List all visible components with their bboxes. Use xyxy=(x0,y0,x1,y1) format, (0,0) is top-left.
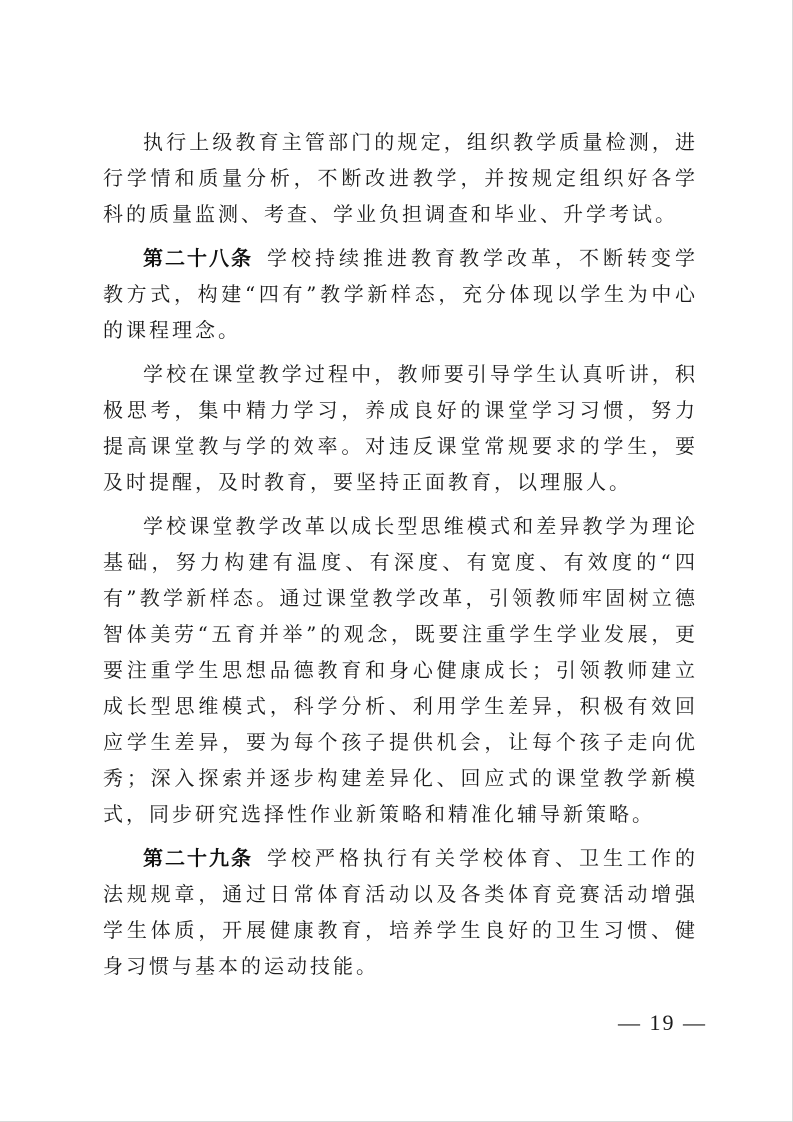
paragraph-text: 学校在课堂教学过程中，教师要引导学生认真听讲，积极思考，集中精力学习，养成良好的课堂学习习惯，努力提高课堂教与学的效率。对违反课堂常规要求的学生，要及时提醒，及时教育，要坚持正面教育，以理服人。 xyxy=(103,362,698,494)
page-number: — 19 — xyxy=(618,1010,707,1035)
paragraph-text: 执行上级教育主管部门的规定，组织教学质量检测，进行学情和质量分析，不断改进教学，并按规定组织好各学科的质量监测、考查、学业负担调查和毕业、升学考试。 xyxy=(103,130,698,226)
paragraph-text: 学校持续推进教育教学改革，不断转变学教方式，构建“四有”教学新样态，充分体现以学生为中心的课程理念。 xyxy=(103,246,698,342)
article-number: 第二十八条 xyxy=(143,246,253,270)
paragraph-classroom-conduct xyxy=(103,356,698,500)
paragraph-article-28 xyxy=(103,240,698,348)
paragraph-text: 学校课堂教学改革以成长型思维模式和差异教学为理论基础，努力构建有温度、有深度、有宽度、有效度的“四有”教学新样态。通过课堂教学改革，引领教师牢固树立德智体美劳“五育并举”的观念，既要注重学生学业发展，更要注重学生思想品德教育和身心健康成长；引领教师建立成长型思维模式，科学分析、利用学生差异，积极有效回应学生差异，要为每个孩子提供机会，让每个孩子走向优秀；深入探索并逐步构建差异化、回应式的课堂教学新模式，同步研究选择性作业新策略和精准化辅导新策略。 xyxy=(103,514,698,826)
paragraph-quality-monitoring xyxy=(103,124,698,232)
paragraph-article-29 xyxy=(103,840,698,984)
paragraph-text: 学校严格执行有关学校体育、卫生工作的法规规章，通过日常体育活动以及各类体育竞赛活动增强学生体质，开展健康教育，培养学生良好的卫生习惯、健身习惯与基本的运动技能。 xyxy=(103,846,698,978)
paragraph-teaching-reform xyxy=(103,508,698,832)
article-number: 第二十九条 xyxy=(143,846,253,870)
document-body xyxy=(103,124,698,992)
